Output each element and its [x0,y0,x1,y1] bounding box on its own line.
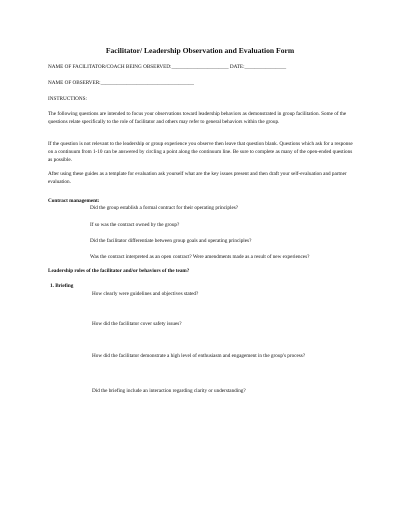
contract-question: If so was the contract owned by the group? [90,222,180,228]
leadership-roles-heading: Leadership roles of the facilitator and/or behaviors of the team? [48,268,190,274]
briefing-question: How clearly were guidelines and objectives stated? [92,291,199,297]
contract-management-heading: Contract management: [48,198,100,204]
contract-question: Was the contract interpreted as an open contract? Were amendments made as a result of new experiences? [90,254,310,260]
instructions-paragraph-2: If the question is not relevant to the leadership or group experience you observe then leave that question blank. Questions which ask for a response on a continuum from 1-10 can be answered by circling a point along the continuum line. Be sure to complete as many of the open-ended questions as possible. [48,141,353,163]
contract-question: Did the group establish a formal contract for their operating principles? [90,205,239,211]
contract-question: Did the facilitator differentiate between group goals and operating principles? [90,238,252,244]
facilitator-name-line: NAME OF FACILITATOR/COACH BEING OBSERVED:______________________ DATE:________________ [48,64,287,70]
briefing-question: How did the facilitator cover safety issues? [92,321,182,327]
instructions-heading: INSTRUCTIONS: [48,96,87,102]
instructions-paragraph-1: The following questions are intended to focus your observations toward leadership behaviors as demonstrated in group facilitation. Some of the questions relate specifically to the role of facilitator and others may refer to general behaviors within the group. [48,111,347,125]
briefing-question: How did the facilitator demonstrate a high level of enthusiasm and engagement in the group's process? [92,353,306,359]
instructions-paragraph-3: After using these guides as a template for evaluation ask yourself what are the key issues present and then draft your self-evaluation and partner evaluation. [48,171,347,185]
briefing-question: Did the briefing include an interaction regarding clarity or understanding? [92,388,246,394]
briefing-heading: 1. Briefing [50,283,74,289]
observer-name-line: NAME OF OBSERVER:____________________________________ [48,80,194,86]
form-title: Facilitator/ Leadership Observation and Evaluation Form [105,46,295,55]
